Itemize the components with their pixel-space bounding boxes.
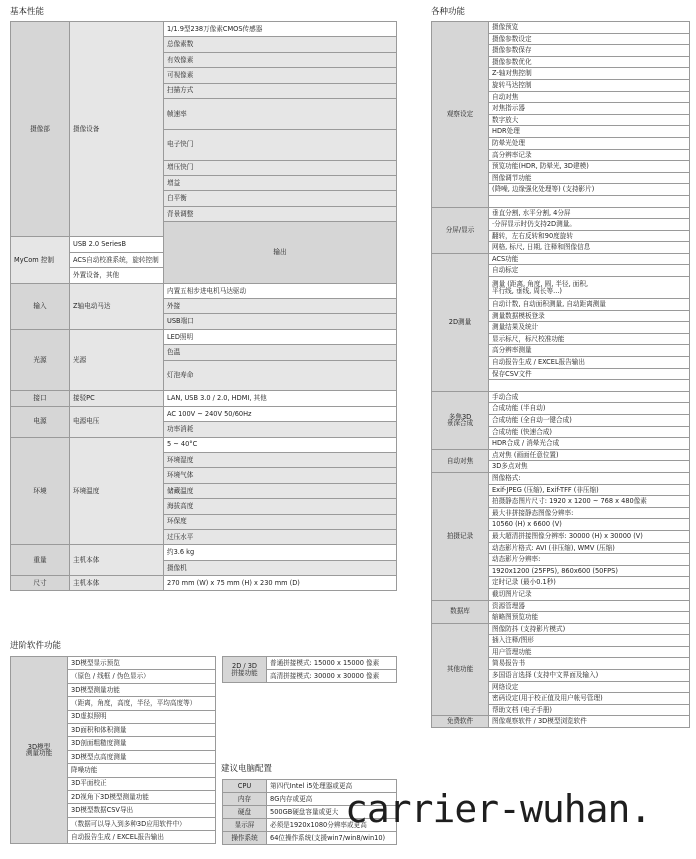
software-item: （距离，角度，高度，半径，平均高度等） (68, 697, 216, 710)
spec-label: USB端口 (164, 314, 397, 329)
spec-label: 环境气体 (164, 468, 397, 483)
category-cell: 电源 (11, 406, 70, 437)
function-item: 1920x1200 (25FPS), 860x600 (50FPS) (489, 565, 690, 577)
spec-label: 增益 (164, 175, 397, 190)
function-item: 自动对焦 (489, 91, 690, 103)
function-item: 简易报告书 (489, 658, 690, 670)
spec-label: 环保度 (164, 514, 397, 529)
function-item: HDR合成 / 消晕光合成 (489, 438, 690, 450)
function-item: 10560 (H) x 6600 (V) (489, 519, 690, 531)
spec-label: 光源 (70, 329, 164, 391)
spec-label: 色温 (164, 345, 397, 360)
software-item: 3D面积和体积测量 (68, 723, 216, 736)
function-item: 图像观察软件 / 3D模型浏览软件 (489, 716, 690, 728)
spec-label: 主机本体 (70, 545, 164, 576)
spec-label: 有效像素 (164, 52, 397, 67)
spec-label: 灯泡寿命 (164, 360, 397, 391)
spec-value: 5 ~ 40°C (164, 437, 397, 452)
software-section-title: 进阶软件功能 (10, 641, 62, 651)
table-row (432, 472, 690, 484)
table-row (432, 716, 690, 728)
category-cell: 环境 (11, 437, 70, 545)
pc-spec-label: 硬盘 (223, 806, 267, 819)
spec-label: Z轴电动马达 (70, 283, 164, 329)
spec-label: 可视像素 (164, 68, 397, 83)
function-item: 密码设定(用于校正值及用户帐号管理) (489, 693, 690, 705)
pc-spec-label: 显示屏 (223, 819, 267, 832)
spec-label: 总像素数 (164, 37, 397, 52)
basic-specs-table (10, 21, 397, 591)
function-item: 合成功能 (快速合成) (489, 426, 690, 438)
table-row (11, 437, 397, 452)
category-cell: 接口 (11, 391, 70, 406)
function-item: 动态影片格式: AVI (非压缩), WMV (压缩) (489, 542, 690, 554)
category-cell: 其他功能 (432, 623, 489, 716)
stitch-item: 普通拼接模式: 15000 x 15000 像素 (267, 657, 397, 670)
spec-label: 白平衡 (164, 191, 397, 206)
spec-label: 电子快门 (164, 129, 397, 160)
table-row (432, 449, 690, 461)
spec-value: 外置设备，其他 (70, 268, 164, 283)
table-row (11, 657, 216, 670)
spec-label: 摄像机 (164, 560, 397, 575)
function-item: 测量 (距离, 角度, 圆, 半径, 面积, 平行线, 垂线, 周长等...) (489, 277, 690, 299)
function-item: Exif-JPEG (压缩), Exif-TFF (非压缩) (489, 484, 690, 496)
function-item: 动态影片分辨率: (489, 554, 690, 566)
function-item: 手动合成 (489, 391, 690, 403)
table-row (432, 623, 690, 635)
spec-value: AC 100V ~ 240V 50/60Hz (164, 406, 397, 421)
software-item: 3D虚拟照明 (68, 710, 216, 723)
function-item: 旋转马达控制 (489, 79, 690, 91)
function-item: 网络设定 (489, 681, 690, 693)
function-item: 图像防抖 (支持影片模式) (489, 623, 690, 635)
spec-value: LED照明 (164, 329, 397, 344)
spec-label: 接驳PC (70, 391, 164, 406)
function-item: 显示标尺，标尺校准功能 (489, 333, 690, 345)
spec-label: 海拔高度 (164, 499, 397, 514)
functions-table (431, 21, 690, 728)
category-cell: 2D测量 (432, 253, 489, 391)
function-item: 定时记录 (最小0.1秒) (489, 577, 690, 589)
function-item: 拍摄静态图片尺寸: 1920 x 1200 ~ 768 x 480像素 (489, 496, 690, 508)
spec-label: 增压快门 (164, 160, 397, 175)
software-item: 降噪功能 (68, 764, 216, 777)
software-item: 3D模型点高度测量 (68, 750, 216, 763)
category-cell: 免费软件 (432, 716, 489, 728)
pc-spec-value: 第四代Intel i5处理器或更高 (267, 780, 397, 793)
spec-label: 扫描方式 (164, 83, 397, 98)
function-item: 资源管理器 (489, 600, 690, 612)
function-item: 图像格式: (489, 472, 690, 484)
category-cell: 输入 (11, 283, 70, 329)
function-item: 点对焦 (画面任意位置) (489, 449, 690, 461)
function-item: 摄像参数设定 (489, 33, 690, 45)
spec-label: 储藏温度 (164, 483, 397, 498)
function-item: 自动报告生成 / EXCEL报告输出 (489, 357, 690, 369)
pc-spec-value: 500GB硬盘容量或更大 (267, 806, 397, 819)
function-item: 缩略图预览功能 (489, 612, 690, 624)
spec-value: ACS自动校准系统，旋转控制 (70, 252, 164, 267)
spec-label: 背景调整 (164, 206, 397, 221)
software-item: 2D视角下3D模型测量功能 (68, 790, 216, 803)
spec-label: 环境湿度 (164, 452, 397, 467)
function-item: 保存CSV文件 (489, 368, 690, 380)
spec-value: LAN, USB 3.0 / 2.0, HDMI, 其他 (164, 391, 397, 406)
function-item: 测量结果及统计 (489, 322, 690, 334)
function-item: 摄像预览 (489, 22, 690, 34)
software-item: （原色 / 线框 / 伪色显示） (68, 670, 216, 683)
function-item: 截切图片记录 (489, 588, 690, 600)
category-cell: 摄像部 (11, 22, 70, 237)
stitch-item: 高清拼接模式: 30000 x 30000 像素 (267, 670, 397, 683)
software-item: 自动报告生成 / EXCEL报告输出 (68, 831, 216, 844)
table-row (11, 391, 397, 406)
category-cell: 输出 (164, 222, 397, 284)
function-item: 最大非拼接静态图像分辨率: (489, 507, 690, 519)
table-row (11, 576, 397, 591)
table-row (11, 283, 397, 298)
function-item: ·分屏显示时仍支持2D测量。 (489, 219, 690, 231)
table-row (11, 22, 397, 37)
table-row (432, 600, 690, 612)
category-cell: 尺寸 (11, 576, 70, 591)
spec-label: 帧速率 (164, 98, 397, 129)
spec-label: 摄像设备 (70, 22, 164, 237)
table-row (11, 545, 397, 560)
spec-value: USB 2.0 SeriesB (70, 237, 164, 252)
category-cell: 观察设定 (432, 22, 489, 208)
spec-value: 270 mm (W) x 75 mm (H) x 230 mm (D) (164, 576, 397, 591)
function-item: 自动计数, 自动面积测量, 自动距离测量 (489, 299, 690, 311)
category-cell: 分屏/显示 (432, 207, 489, 253)
function-item: 最大超清拼接图像分辨率: 30000 (H) x 30000 (V) (489, 530, 690, 542)
spec-label: 电源电压 (70, 406, 164, 437)
software-item: 3D平面校正 (68, 777, 216, 790)
category-cell: 光源 (11, 329, 70, 391)
function-item: (降噪, 边缘强化处理等) (支持影片) (489, 184, 690, 196)
software-item: 3D模型显示预览 (68, 657, 216, 670)
function-item: 插入注释/图形 (489, 635, 690, 647)
function-item: 防晕光处理 (489, 137, 690, 149)
category-cell: 2D / 3D 拼接功能 (223, 657, 267, 683)
category-cell: 多焦3D 景深合成 (432, 391, 489, 449)
table-row (432, 207, 690, 219)
function-item: HDR处理 (489, 126, 690, 138)
function-item (489, 380, 690, 392)
function-item: 自动标定 (489, 265, 690, 277)
function-item: 图像调节功能 (489, 172, 690, 184)
function-item: 摄像参数保存 (489, 45, 690, 57)
spec-label: 过压水平 (164, 529, 397, 544)
software-item: （数据可以导入到多种3D应用软件中） (68, 817, 216, 830)
spec-label: 外接 (164, 299, 397, 314)
function-item: 预览功能(HDR, 防晕光, 3D建模) (489, 161, 690, 173)
table-row (432, 253, 690, 265)
software-item: 3D剖面粗糙度测量 (68, 737, 216, 750)
spec-value: 1/1.9型238万像素CMOS传感器 (164, 22, 397, 37)
function-item: 多国语言选择 (支持中文界面及输入) (489, 670, 690, 682)
spec-label: MyCom 控制 (11, 237, 70, 283)
function-item: 高分辨率记录 (489, 149, 690, 161)
software-table (10, 656, 216, 844)
spec-label: 主机本体 (70, 576, 164, 591)
spec-value: 内置五相步进电机马达驱动 (164, 283, 397, 298)
pc-spec-value: 64位操作系统(支援win7/win8/win10) (267, 832, 397, 845)
stitch-table (222, 656, 397, 683)
basic-section-title: 基本性能 (10, 7, 45, 17)
function-item: 垂直分割, 水平分割, 4分屏 (489, 207, 690, 219)
function-item: 数字放大 (489, 114, 690, 126)
table-row (11, 329, 397, 344)
function-item: 合成功能 (全自动一键合成) (489, 415, 690, 427)
function-item (489, 195, 690, 207)
table-row (223, 657, 397, 670)
function-item: 网格, 标尺, 日期, 注释和图像信息 (489, 242, 690, 254)
spec-label: 功率消耗 (164, 422, 397, 437)
category-cell: 自动对焦 (432, 449, 489, 472)
function-item: 测量数据模板登录 (489, 310, 690, 322)
functions-section-title: 各种功能 (431, 7, 466, 17)
spec-value: 约3.6 kg (164, 545, 397, 560)
software-item: 3D模型数据CSV导出 (68, 804, 216, 817)
pc-spec-label: 内存 (223, 793, 267, 806)
function-item: 摄像参数优化 (489, 56, 690, 68)
function-item: 高分辨率测量 (489, 345, 690, 357)
pc-spec-value: 必须是1920x1080分辨率或更高 (267, 819, 397, 832)
pc-spec-value: 8G内存或更高 (267, 793, 397, 806)
category-cell: 3D模型 测量功能 (11, 657, 68, 844)
function-item: 用户管理功能 (489, 646, 690, 658)
function-item: 合成功能 (半自动) (489, 403, 690, 415)
function-item: 对焦指示器 (489, 103, 690, 115)
table-row (432, 22, 690, 34)
function-item: 帮助文档 (电子手册) (489, 704, 690, 716)
table-row (432, 391, 690, 403)
software-item: 3D模型测量功能 (68, 683, 216, 696)
pc-spec-label: 操作系统 (223, 832, 267, 845)
spec-label: 环境温度 (70, 437, 164, 545)
function-item: Z-轴对焦控制 (489, 68, 690, 80)
table-row (223, 832, 397, 845)
function-item: 3D多点对焦 (489, 461, 690, 473)
function-item: 翻转，左右反转和90度旋转 (489, 230, 690, 242)
function-item: ACS功能 (489, 253, 690, 265)
category-cell: 拍摄记录 (432, 472, 489, 600)
watermark-text: carrier-wuhan. (345, 787, 652, 831)
category-cell: 数据库 (432, 600, 489, 623)
table-row (11, 406, 397, 421)
category-cell: 重量 (11, 545, 70, 576)
pc-spec-label: CPU (223, 780, 267, 793)
pc-section-title: 建议电脑配置 (221, 764, 273, 774)
